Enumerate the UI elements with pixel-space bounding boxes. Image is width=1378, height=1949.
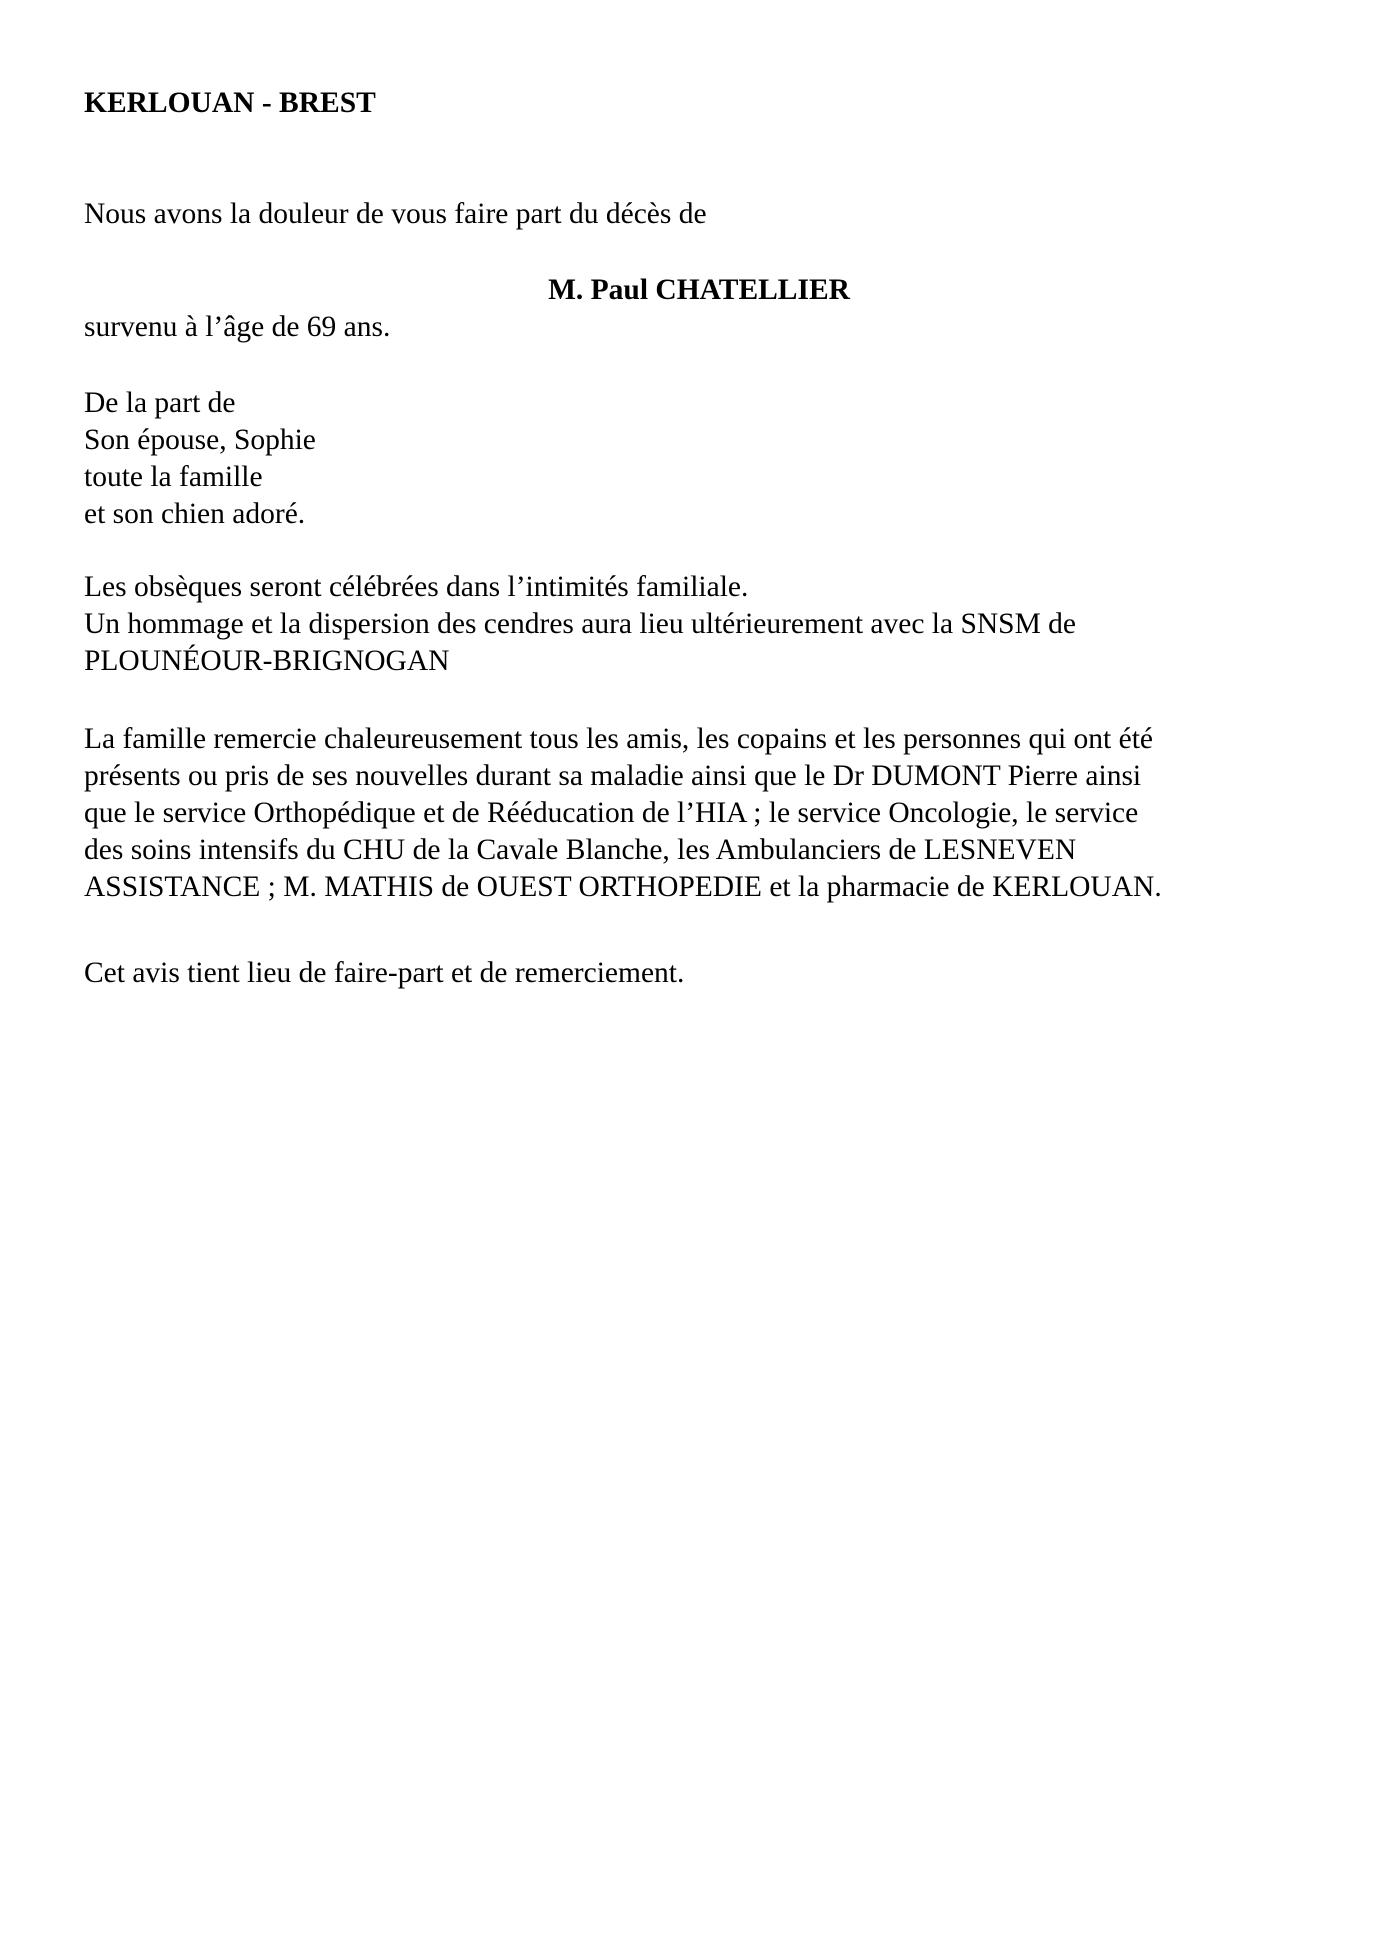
deceased-name: M. Paul CHATELLIER (548, 274, 850, 306)
family-line: toute la famille (84, 461, 263, 493)
age-text: survenu à l’âge de 69 ans. (84, 311, 391, 343)
thanks-paragraph (84, 721, 1314, 906)
ceremony-line: Les obsèques seront célébrées dans l’intimités familiale. (84, 571, 749, 603)
ceremony-paragraph (84, 569, 1314, 680)
ceremony-line: Un hommage et la dispersion des cendres aura lieu ultérieurement avec la SNSM de (84, 608, 1077, 640)
family-line: Son épouse, Sophie (84, 424, 316, 456)
family-line: et son chien adoré. (84, 498, 306, 530)
thanks-line: présents ou pris de ses nouvelles durant sa maladie ainsi que le Dr DUMONT Pierre ainsi (84, 760, 1142, 792)
thanks-line: que le service Orthopédique et de Rééducation de l’HIA ; le service Oncologie, le service (84, 797, 1139, 829)
thanks-line: La famille remercie chaleureusement tous les amis, les copains et les personnes qui ont été (84, 723, 1154, 755)
location-heading: KERLOUAN - BREST (84, 87, 376, 119)
family-line: De la part de (84, 387, 236, 419)
family-block (84, 385, 1314, 533)
closing-text: Cet avis tient lieu de faire-part et de remerciement. (84, 957, 685, 989)
thanks-line: des soins intensifs du CHU de la Cavale Blanche, les Ambulanciers de LESNEVEN (84, 834, 1077, 866)
ceremony-line: PLOUNÉOUR-BRIGNOGAN (84, 645, 450, 677)
intro-text: Nous avons la douleur de vous faire part du décès de (84, 198, 707, 230)
thanks-line: ASSISTANCE ; M. MATHIS de OUEST ORTHOPEDIE et la pharmacie de KERLOUAN. (84, 871, 1162, 903)
